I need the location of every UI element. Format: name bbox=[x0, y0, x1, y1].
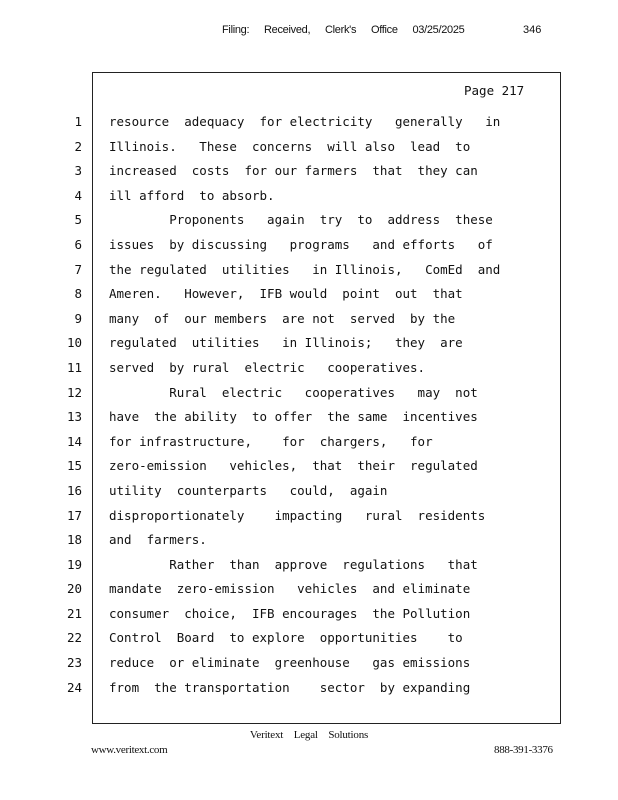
line-number: 21 bbox=[66, 605, 82, 621]
line-text: ill afford to absorb. bbox=[109, 187, 275, 203]
transcript-line bbox=[0, 679, 618, 704]
transcript-lines bbox=[0, 113, 618, 703]
line-number: 6 bbox=[74, 236, 82, 252]
transcript-line bbox=[0, 605, 618, 630]
line-text: served by rural electric cooperatives. bbox=[109, 359, 426, 375]
transcript-page-label: Page 217 bbox=[464, 83, 525, 98]
transcript-line bbox=[0, 285, 618, 310]
line-text: reduce or eliminate greenhouse gas emissions bbox=[109, 655, 471, 671]
transcript-line bbox=[0, 138, 618, 163]
line-number: 22 bbox=[66, 630, 82, 646]
line-number: 9 bbox=[74, 310, 82, 326]
line-text: increased costs for our farmers that they can bbox=[109, 163, 478, 179]
transcript-line bbox=[0, 531, 618, 556]
transcript-line bbox=[0, 408, 618, 433]
line-number: 18 bbox=[66, 532, 82, 548]
line-number: 3 bbox=[74, 163, 82, 179]
transcript-line bbox=[0, 629, 618, 654]
line-text: from the transportation sector by expanding bbox=[109, 679, 471, 695]
filing-stamp bbox=[222, 24, 477, 36]
line-number: 10 bbox=[66, 335, 82, 351]
transcript-line bbox=[0, 113, 618, 138]
line-number: 19 bbox=[66, 556, 82, 572]
footer-company bbox=[0, 729, 618, 741]
transcript-line bbox=[0, 457, 618, 482]
filing-date: 03/25/2025 bbox=[412, 24, 465, 36]
footer-company-1: Veritext bbox=[249, 729, 284, 741]
transcript-line bbox=[0, 334, 618, 359]
line-text: Rather than approve regulations that bbox=[109, 556, 478, 572]
transcript-line bbox=[0, 384, 618, 409]
line-text: Rural electric cooperatives may not bbox=[109, 384, 478, 400]
line-number: 13 bbox=[66, 409, 82, 425]
line-number: 16 bbox=[66, 482, 82, 498]
footer-phone: 888-391-3376 bbox=[494, 744, 553, 756]
line-number: 8 bbox=[74, 286, 82, 302]
line-number: 2 bbox=[74, 138, 82, 154]
line-number: 1 bbox=[74, 114, 82, 129]
line-text: and farmers. bbox=[109, 532, 207, 548]
line-text: the regulated utilities in Illinois, ComEd and bbox=[109, 261, 501, 277]
line-number: 11 bbox=[66, 359, 82, 375]
transcript-line bbox=[0, 236, 618, 261]
footer-company-2: Legal bbox=[293, 729, 318, 741]
filing-label: Filing: bbox=[222, 24, 250, 36]
line-number: 15 bbox=[66, 458, 82, 474]
transcript-line bbox=[0, 654, 618, 679]
line-text: resource adequacy for electricity generally in bbox=[109, 114, 501, 129]
transcript-line bbox=[0, 556, 618, 581]
footer-company-3: Solutions bbox=[328, 729, 369, 741]
transcript-line bbox=[0, 433, 618, 458]
line-number: 7 bbox=[74, 261, 82, 277]
footer-website: www.veritext.com bbox=[91, 744, 168, 756]
line-number: 14 bbox=[66, 433, 82, 449]
line-text: many of our members are not served by the bbox=[109, 310, 456, 326]
line-number: 12 bbox=[66, 384, 82, 400]
transcript-line bbox=[0, 359, 618, 384]
filing-received: Received, bbox=[264, 24, 311, 36]
filing-office: Clerk's bbox=[325, 24, 357, 36]
transcript-line bbox=[0, 507, 618, 532]
line-text: zero-emission vehicles, that their regulated bbox=[109, 458, 478, 474]
line-text: Control Board to explore opportunities to bbox=[109, 630, 463, 646]
line-text: utility counterparts could, again bbox=[109, 482, 388, 498]
line-text: disproportionately impacting rural residents bbox=[109, 507, 486, 523]
line-text: mandate zero-emission vehicles and eliminate bbox=[109, 581, 471, 597]
transcript-line bbox=[0, 580, 618, 605]
transcript-line bbox=[0, 482, 618, 507]
line-text: regulated utilities in Illinois; they are bbox=[109, 335, 463, 351]
line-number: 17 bbox=[66, 507, 82, 523]
line-text: Illinois. These concerns will also lead to bbox=[109, 138, 471, 154]
transcript-line bbox=[0, 211, 618, 236]
line-number: 23 bbox=[66, 655, 82, 671]
line-number: 24 bbox=[66, 679, 82, 695]
transcript-line bbox=[0, 261, 618, 286]
line-number: 4 bbox=[74, 187, 82, 203]
line-text: Proponents again try to address these bbox=[109, 212, 493, 228]
filing-page-number: 346 bbox=[523, 24, 542, 36]
transcript-line bbox=[0, 310, 618, 335]
transcript-line bbox=[0, 187, 618, 212]
filing-office-2: Office bbox=[370, 24, 398, 36]
line-text: consumer choice, IFB encourages the Pollution bbox=[109, 605, 471, 621]
line-text: have the ability to offer the same incentives bbox=[109, 409, 478, 425]
line-number: 5 bbox=[74, 212, 82, 228]
line-text: issues by discussing programs and efforts of bbox=[109, 236, 493, 252]
line-text: Ameren. However, IFB would point out that bbox=[109, 286, 463, 302]
transcript-line bbox=[0, 162, 618, 187]
line-number: 20 bbox=[66, 581, 82, 597]
line-text: for infrastructure, for chargers, for bbox=[109, 433, 433, 449]
